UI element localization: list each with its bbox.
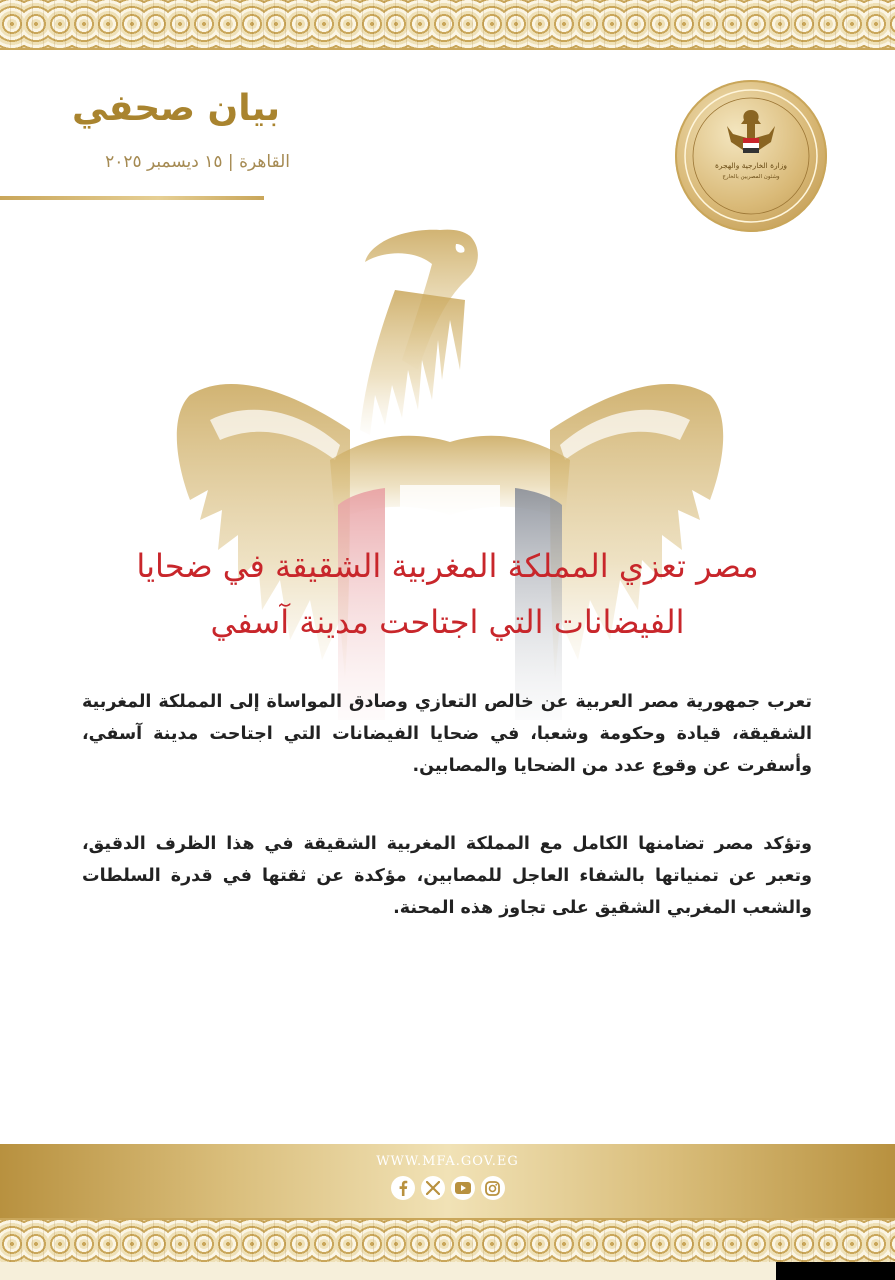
footer-bar	[0, 1144, 895, 1218]
facebook-icon[interactable]	[391, 1176, 415, 1200]
body-paragraph-2: وتؤكد مصر تضامنها الكامل مع المملكة المغربية الشقيقة في هذا الظرف الدقيق، وتعبر عن تمنياتها بالشفاء العاجل للمصابين، مؤكدة عن ثقتها في قدرة السلطات والشعب المغربي الشقيق على تجاوز هذه المحنة.	[82, 834, 812, 918]
social-links	[0, 1176, 895, 1200]
body-paragraph-1: تعرب جمهورية مصر العربية عن خالص التعازي وصادق المواساة إلى المملكة المغربية الشقيقة، قيادة وحكومة وشعبا، في ضحايا الفيضانات التي اجتاحت مدينة آسفي، وأسفرت عن وقوع عدد من الضحايا والمصابين.	[82, 692, 812, 776]
bottom-ornament-band	[0, 1218, 895, 1264]
eagle-emblem-icon	[727, 110, 775, 153]
top-ornament-band	[0, 0, 895, 50]
header-divider	[0, 196, 264, 200]
youtube-icon[interactable]	[451, 1176, 475, 1200]
headline-line-2: الفيضانات التي اجتاحت مدينة آسفي	[210, 603, 685, 641]
ministry-seal	[675, 80, 827, 232]
instagram-icon[interactable]	[481, 1176, 505, 1200]
date-line: القاهرة | ١٥ ديسمبر ٢٠٢٥	[105, 152, 290, 172]
seal-text-line2: وشئون المصريين بالخارج	[722, 174, 780, 180]
headline	[60, 538, 835, 650]
eagle-watermark-icon	[170, 220, 730, 740]
bottom-strip	[0, 1262, 895, 1280]
screenshot-edge	[776, 1262, 895, 1280]
seal-text-line1: وزارة الخارجية والهجرة	[714, 161, 788, 170]
headline-line-1: مصر تعزي المملكة المغربية الشقيقة في ضحايا	[136, 547, 759, 585]
x-icon[interactable]	[421, 1176, 445, 1200]
website-link[interactable]: WWW.MFA.GOV.EG	[376, 1154, 519, 1169]
page-title: بيان صحفي	[71, 88, 280, 129]
